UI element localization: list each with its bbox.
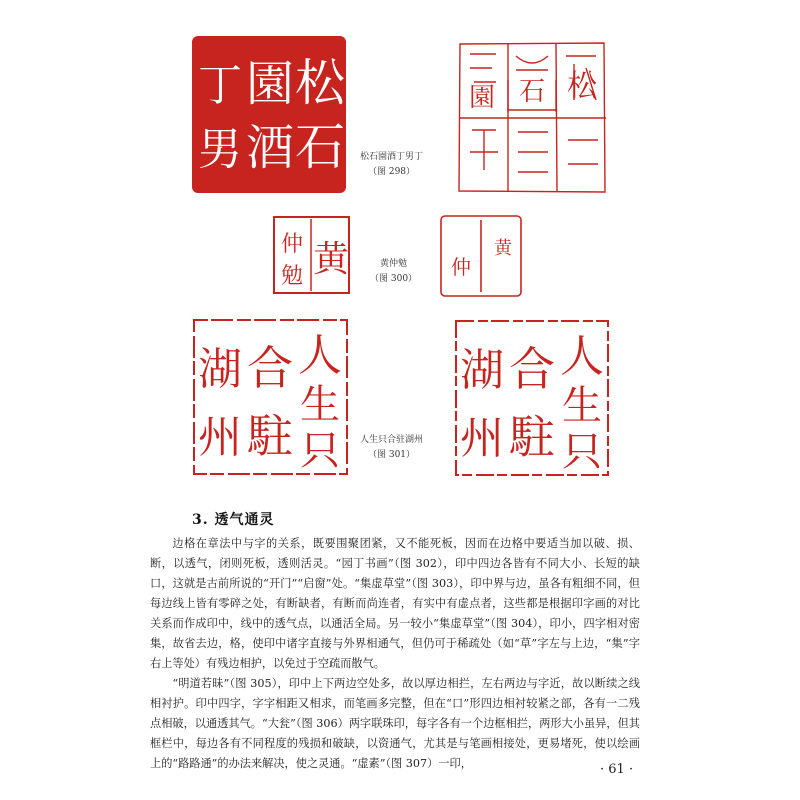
seal-char: 生 [300,382,340,428]
seal-char: 園 [245,56,295,112]
seal-char: 松 [567,69,597,104]
caption-298 [360,150,423,180]
seal-char: 湖 [198,344,242,395]
seal-char: 駐 [247,409,293,463]
seal-char: 石 [295,118,345,176]
seal-char: 仲 [280,232,304,257]
page-number: · 61 · [600,762,634,777]
seal-298-grid [456,40,608,195]
caption-301 [360,433,423,463]
seal-char: 丁 [198,60,242,111]
seal-char: 石 [518,77,546,107]
caption-298-fig: （图 298） [367,167,416,177]
seal-char: 松 [295,54,345,112]
seal-298-relief [192,36,346,193]
seal-char: 酒 [245,120,295,176]
seal-char: 園 [468,83,496,113]
seal-300-frame [439,214,523,298]
seal-char: 男 [198,124,242,175]
paragraph: “明道若昧”（图 305），印中上下两边空处多，故以厚边相拦，左右两边与字近，故以断续之线相衬护。印中四字，字字相距又相求，而笔画多完整，但在“口”形四边相衬较紧之部，各有一二残点相破，以通透其气。“大瓮”（图 306）两字联珠印，每字各有一个边框相拦，两形大小虽异，但其框栏中，每边各有不同程度的残损和破缺，以资通气，尤其是与笔画相接处，更易堵死，使以绘画上的“路路通”的办法来解决，使之灵通。“虚素”（图 307）一印， [150,677,640,770]
paragraph: 边格在章法中与字的关系，既要围聚团紧，又不能死板，因而在边格中要适当加以破、损、断，以透气，闭则死板，透则活灵。“园丁书画”（图 302），印中四边各皆有不同大小、长短的缺口，这就是古前所说的“开门”“启窗”处。“集虚草堂”（图 303），印中界与边，虽各有粗细不同，但每边线上皆有零碎之处，有断缺者，有断而尚连者，有实中有虚点者，这些都是根据印字画的对比关系而作成印中，线中的透气点，以通活全局。另一较小“集虚草堂”（图 304），印小，四字相对密集，故省去边，格，使印中诸字直接与外界相通气，但仍可于稀疏处（如“草”字左与上边，“集”字右上等处）有残边相护，以免过于空疏而散气。 [150,537,640,670]
seal-char: 合 [509,342,555,396]
seal-char: 黄 [312,239,350,280]
caption-301-fig: （图 301） [367,450,416,460]
seal-301-right [454,319,610,477]
caption-298-title: 松石園酒丁男丁 [360,152,424,162]
caption-300-title: 黄仲勉 [380,259,408,269]
seal-char: 合 [247,341,293,395]
seal-char: 勉 [280,264,304,289]
caption-300 [370,257,417,287]
seal-char: 只 [562,429,602,475]
seal-char: 州 [198,412,242,463]
seal-char: 黄 [494,238,512,259]
caption-301-title: 人生只合驻湖州 [360,435,424,445]
seal-char: 仲 [451,255,471,279]
caption-300-fig: （图 300） [370,274,418,284]
seal-300-relief [272,215,351,295]
section-title: 3. 透气通灵 [192,512,275,528]
seal-char: 人 [298,330,342,381]
seal-char: 生 [562,383,602,429]
seal-char: 只 [300,428,340,474]
body-text [150,534,640,774]
seal-char: 駐 [509,410,555,464]
seal-char: 湖 [460,345,504,396]
seal-301-left [192,318,349,476]
seal-char: 州 [460,413,504,464]
seal-char: 人 [560,331,604,382]
